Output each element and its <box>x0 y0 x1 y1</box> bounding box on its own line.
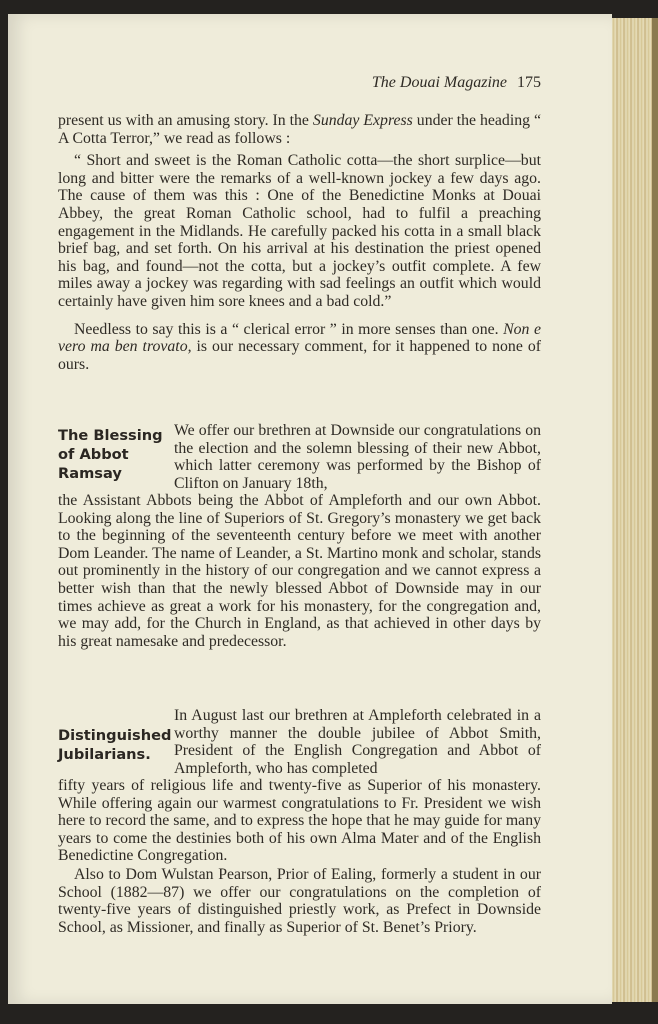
section-cotta-story <box>58 112 541 373</box>
book-cover-edge <box>652 18 658 1002</box>
pearson-paragraph: Also to Dom Wulstan Pearson, Prior of Ealing, formerly a student in our School (1882—87) we offer our congratulations on the completion of twenty-five years of distinguished priestly work, as Prefect in Downside School, as Missioner, and finally as Superior of St. Benet’s Priory. <box>58 866 541 936</box>
page-edges <box>612 18 652 1002</box>
blessing-side-text: We offer our brethren at Downside our congratulations on the election and the solemn blessing of their new Abbot, which latter ceremony was performed by the Bishop of Clifton on January 18th, <box>174 422 541 492</box>
magazine-title: The Douai Magazine <box>371 74 507 91</box>
page-number: 175 <box>517 74 541 91</box>
jubilarians-side-text: In August last our brethren at Ampleforth celebrated in a worthy manner the double jubilee of Abbot Smith, President of the English Congregation and Abbot of Ampleforth, who has completed <box>174 707 541 777</box>
latin-phrase: Non e vero ma ben trovato, <box>58 320 541 356</box>
blessing-body-text: the Assistant Abbots being the Abbot of Ampleforth and our own Abbot. Looking along the line of Superiors of St. Gregory’s monastery we get back to the beginning of the seventeenth century before we meet with another Dom Leander. The name of Leander, a St. Martino monk and scholar, stands out prominently in the history of our congregation and we cannot express a better wish than that the newly blessed Abbot of Downside may in our times achieve as great a work for his monastery, for the congregation and, we may add, for the Church in England, as that achieved in other days by his great namesake and predecessor. <box>58 492 541 650</box>
jubilarians-body-text: fifty years of religious life and twenty-five as Superior of his monastery. While offering again our warmest congratulations to Fr. President we wish here to record the same, and to express the hope that he may guide for many years to come the destinies both of his own Alma Mater and of the English Benedictine Congregation. <box>58 777 541 865</box>
quoted-paragraph: “ Short and sweet is the Roman Catholic cotta—the short surplice—but long and bitter were the remarks of a well-known jockey a few days ago. The cause of them was this : One of the Benedictine Monks at Douai Abbey, the great Roman Catholic school, had to fulfil a preaching engagement in the Midlands. He carefully packed his cotta in a small black brief bag, and set forth. On his arrival at his destination the priest opened his bag, and found—not the cotta, but a jockey’s outfit complete. A few miles away a jockey was regarding with sad feelings an outfit which would certainly have given him sore knees and a bad cold.” <box>58 152 541 310</box>
section-heading-blessing: The Blessing of Abbot Ramsay <box>58 427 163 482</box>
section-heading-jubilarians: Distinguished Jubilarians. <box>58 727 172 763</box>
newspaper-name: Sunday Express <box>312 112 413 129</box>
running-header <box>300 74 541 92</box>
comment-paragraph: Needless to say this is a “ clerical error ” in more senses than one. Non e vero ma ben trovato, is our necessary comment, for it happened to none of ours. <box>58 320 541 373</box>
intro-paragraph: present us with an amusing story. In the Sunday Express under the heading “ A Cotta Terror,” we read as follows : <box>58 112 541 147</box>
